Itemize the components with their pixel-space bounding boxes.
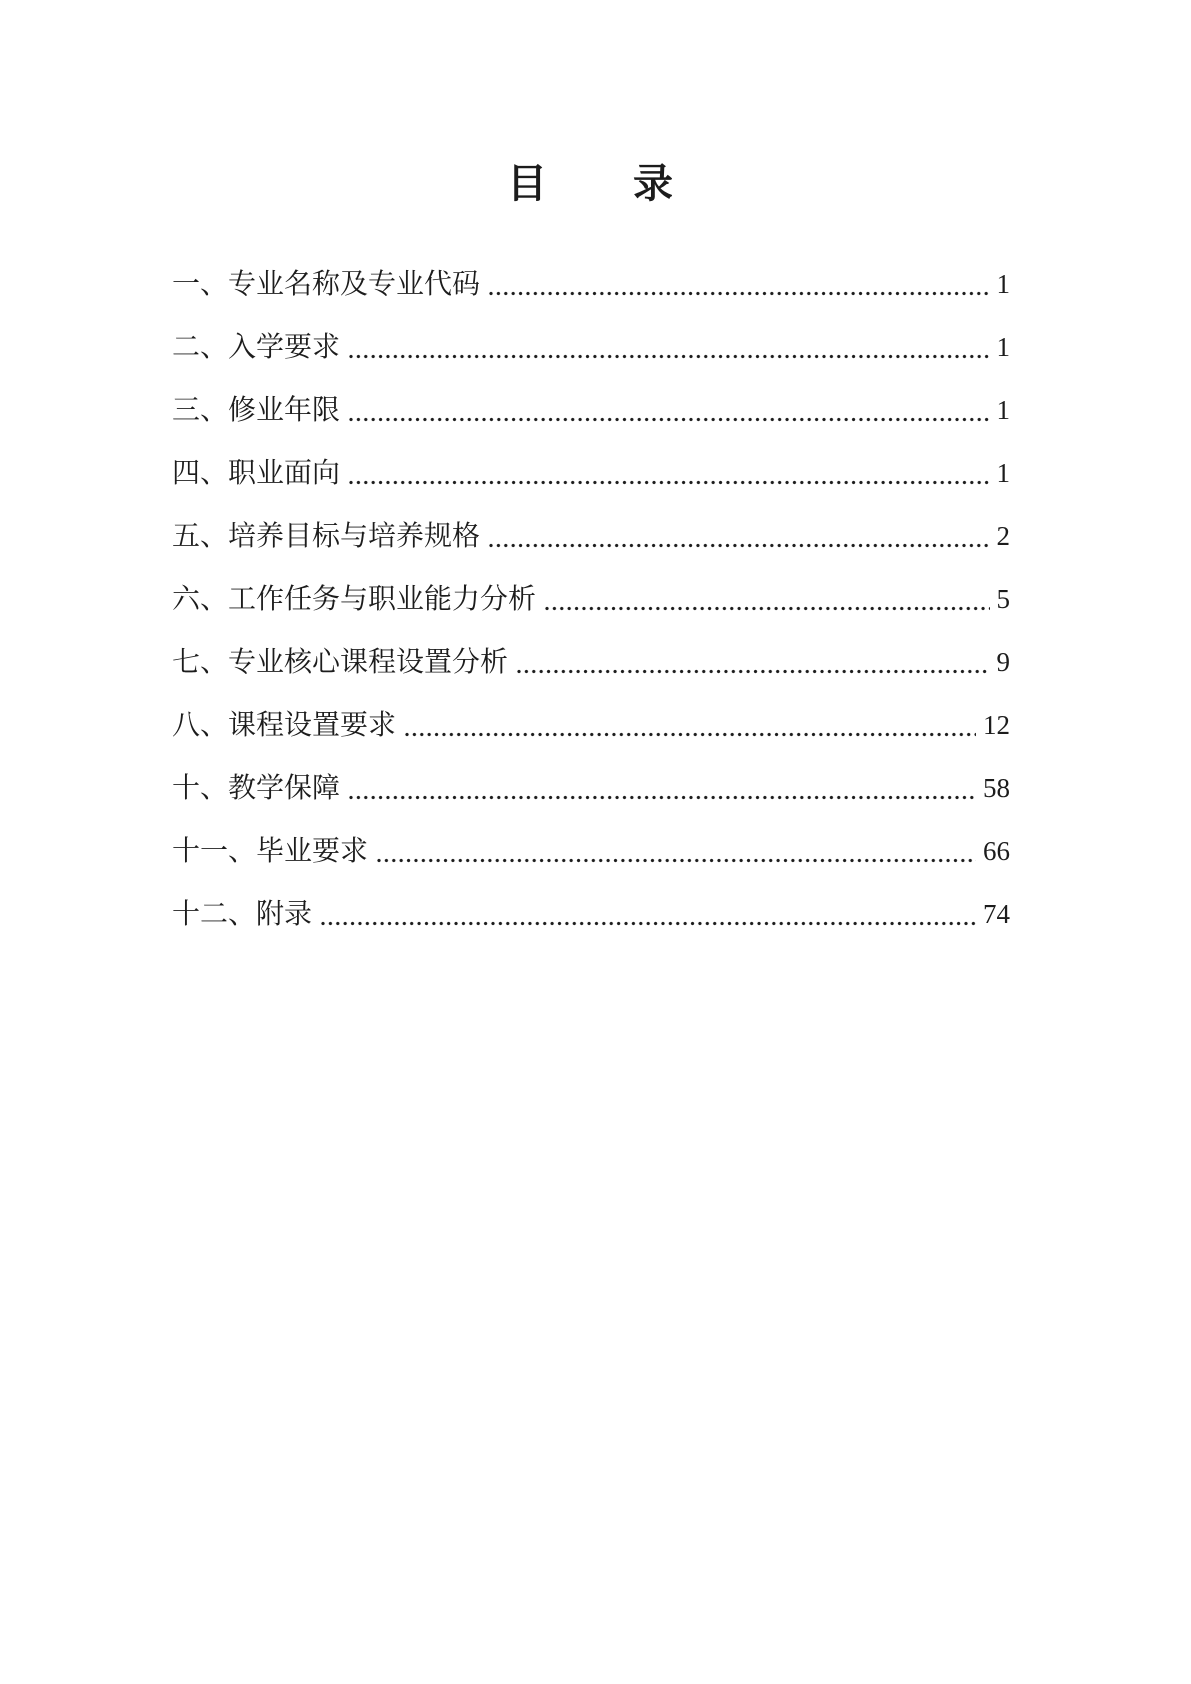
- dot-leader: [349, 354, 989, 359]
- toc-entry[interactable]: [172, 900, 1010, 929]
- toc-page-number: 74: [983, 899, 1010, 929]
- dot-leader: [349, 480, 989, 485]
- toc-entry-label: 十一、毕业要求: [172, 836, 369, 867]
- toc-entry-label: 四、职业面向: [172, 458, 341, 489]
- toc-page-number: 5: [996, 584, 1010, 614]
- toc-entry[interactable]: [172, 837, 1010, 866]
- dot-leader: [517, 669, 989, 674]
- dot-leader: [489, 543, 989, 548]
- toc-page-number: 1: [996, 269, 1010, 299]
- dot-leader: [349, 417, 989, 422]
- dot-leader: [405, 732, 976, 737]
- toc-entry-label: 七、专业核心课程设置分析: [172, 647, 509, 678]
- dot-leader: [377, 858, 976, 863]
- toc-entry[interactable]: [172, 459, 1010, 488]
- toc-entry-label: 二、入学要求: [172, 332, 341, 363]
- dot-leader: [489, 291, 989, 296]
- toc-page-number: 1: [996, 332, 1010, 362]
- toc-entry-label: 六、工作任务与职业能力分析: [172, 584, 537, 615]
- toc-page-number: 58: [983, 773, 1010, 803]
- toc-page-number: 66: [983, 836, 1010, 866]
- toc-entry[interactable]: [172, 270, 1010, 299]
- toc-entry[interactable]: [172, 333, 1010, 362]
- toc-page-number: 9: [996, 647, 1010, 677]
- toc-page-number: 12: [983, 710, 1010, 740]
- toc-entry-label: 三、修业年限: [172, 395, 341, 426]
- toc-entry-label: 五、培养目标与培养规格: [172, 521, 481, 552]
- toc-page-number: 1: [996, 458, 1010, 488]
- dot-leader: [349, 795, 976, 800]
- toc-entry-label: 十二、附录: [172, 899, 313, 930]
- toc-entry[interactable]: [172, 522, 1010, 551]
- toc-page-number: 1: [996, 395, 1010, 425]
- page-title: 目 录: [507, 161, 675, 206]
- toc-entry[interactable]: [172, 648, 1010, 677]
- toc-entry-label: 八、课程设置要求: [172, 710, 397, 741]
- toc-entry[interactable]: [172, 774, 1010, 803]
- toc-entry[interactable]: [172, 585, 1010, 614]
- dot-leader: [545, 606, 989, 611]
- toc-page-number: 2: [996, 521, 1010, 551]
- toc-entry-label: 十、教学保障: [172, 773, 341, 804]
- toc-entry[interactable]: [172, 711, 1010, 740]
- toc-list: [172, 270, 1010, 929]
- toc-entry-label: 一、专业名称及专业代码: [172, 269, 481, 300]
- dot-leader: [321, 921, 976, 926]
- toc-entry[interactable]: [172, 396, 1010, 425]
